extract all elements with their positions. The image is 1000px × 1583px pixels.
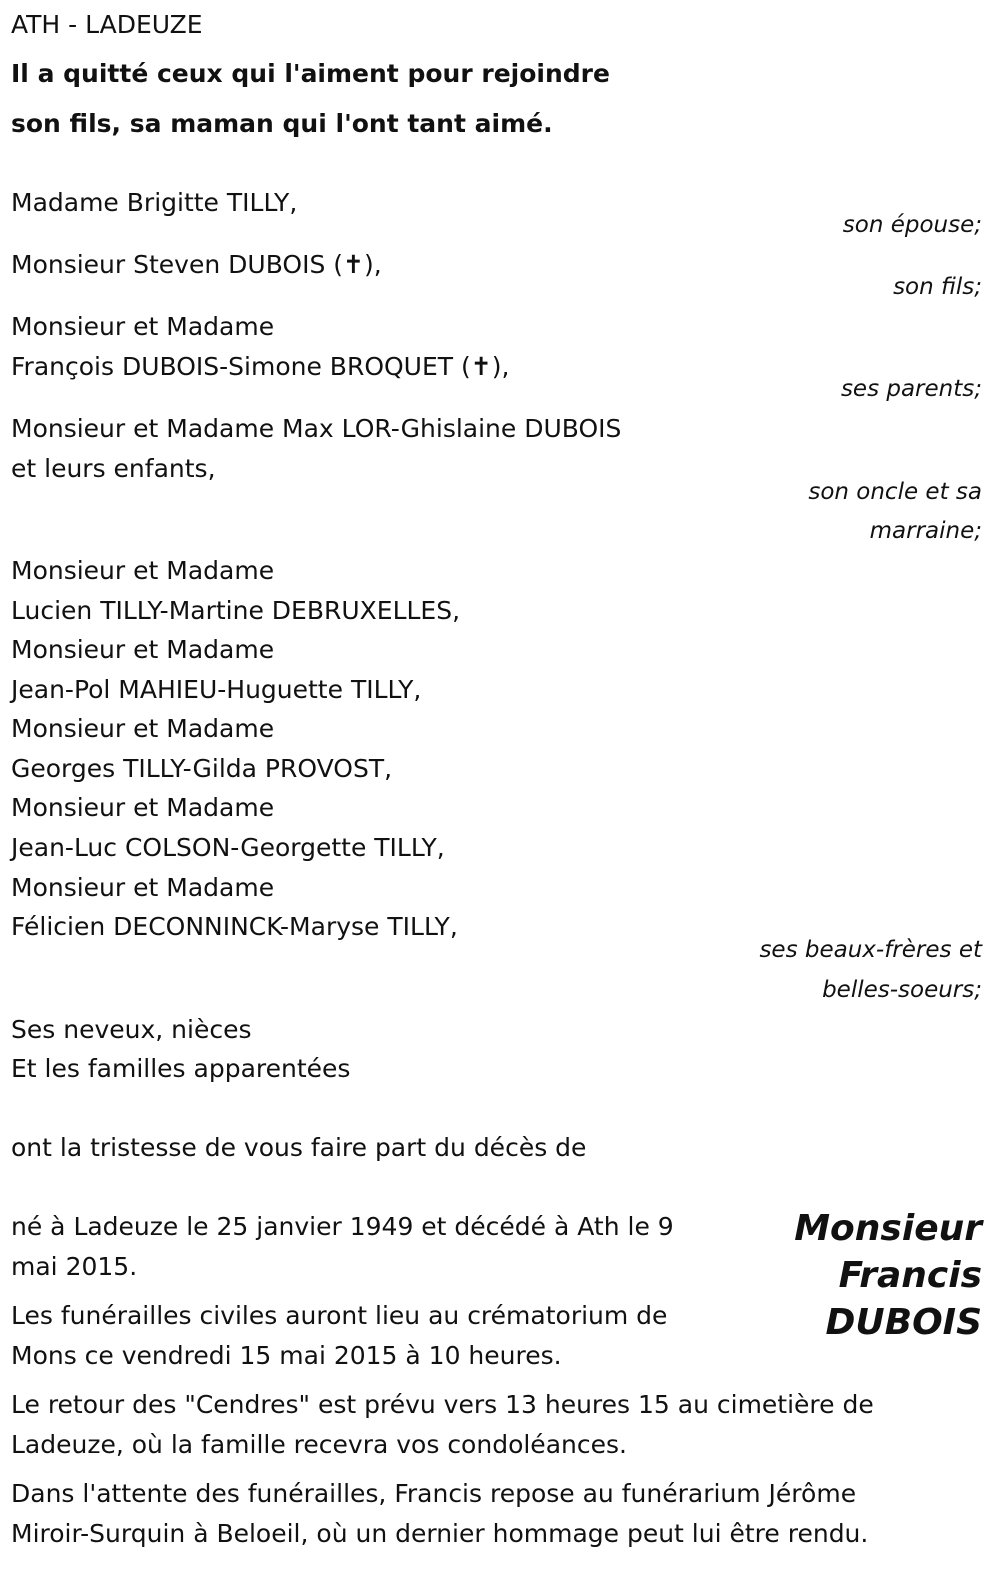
funeral-line: Mons ce vendredi 15 mai 2015 à 10 heures. xyxy=(11,1341,562,1370)
family-line: François DUBOIS-Simone BROQUET (✝), xyxy=(11,352,510,381)
family-line: Jean-Luc COLSON-Georgette TILLY, xyxy=(11,833,445,862)
rest-line: Dans l'attente des funérailles, Francis repose au funérarium Jérôme xyxy=(11,1479,857,1508)
family-line: Jean-Pol MAHIEU-Huguette TILLY, xyxy=(11,675,422,704)
quote-line-1: Il a quitté ceux qui l'aiment pour rejoindre xyxy=(11,59,610,88)
family-line: Et les familles apparentées xyxy=(11,1054,351,1083)
family-line: et leurs enfants, xyxy=(11,454,216,483)
quote-line-2: son fils, sa maman qui l'ont tant aimé. xyxy=(11,109,553,138)
relation-label: son épouse; xyxy=(842,212,982,238)
location-heading: ATH - LADEUZE xyxy=(11,10,203,39)
deceased-last-name: DUBOIS xyxy=(825,1302,982,1343)
family-line: Georges TILLY-Gilda PROVOST, xyxy=(11,754,393,783)
relation-label: ses beaux-frères et xyxy=(759,937,982,963)
relation-label: marraine; xyxy=(869,518,982,544)
family-line: Monsieur et Madame Max LOR-Ghislaine DUBOIS xyxy=(11,414,622,443)
family-line: Monsieur et Madame xyxy=(11,873,275,902)
family-line: Félicien DECONNINCK-Maryse TILLY, xyxy=(11,912,458,941)
relation-label: son oncle et sa xyxy=(808,479,982,505)
ashes-line: Le retour des "Cendres" est prévu vers 13 heures 15 au cimetière de xyxy=(11,1390,874,1419)
relation-label: son fils; xyxy=(893,274,982,300)
rest-line: Miroir-Surquin à Beloeil, où un dernier hommage peut lui être rendu. xyxy=(11,1519,869,1548)
family-line: Monsieur Steven DUBOIS (✝), xyxy=(11,250,382,279)
deceased-first-name: Francis xyxy=(838,1255,982,1296)
relation-label: belles-soeurs; xyxy=(822,977,982,1003)
family-line: Monsieur et Madame xyxy=(11,635,275,664)
funeral-line: Les funérailles civiles auront lieu au crématorium de xyxy=(11,1301,668,1330)
birth-death-line: né à Ladeuze le 25 janvier 1949 et décédé à Ath le 9 xyxy=(11,1212,674,1241)
family-line: Monsieur et Madame xyxy=(11,714,275,743)
family-line: Monsieur et Madame xyxy=(11,556,275,585)
birth-death-line: mai 2015. xyxy=(11,1252,138,1281)
deceased-title: Monsieur xyxy=(794,1208,982,1249)
relation-label: ses parents; xyxy=(840,376,982,402)
ashes-line: Ladeuze, où la famille recevra vos condoléances. xyxy=(11,1430,627,1459)
family-line: Madame Brigitte TILLY, xyxy=(11,188,298,217)
family-line: Ses neveux, nièces xyxy=(11,1015,252,1044)
announcement-text: ont la tristesse de vous faire part du décès de xyxy=(11,1133,587,1162)
family-line: Monsieur et Madame xyxy=(11,793,275,822)
deceased-name xyxy=(794,1205,982,1346)
family-line: Monsieur et Madame xyxy=(11,312,275,341)
family-line: Lucien TILLY-Martine DEBRUXELLES, xyxy=(11,596,461,625)
